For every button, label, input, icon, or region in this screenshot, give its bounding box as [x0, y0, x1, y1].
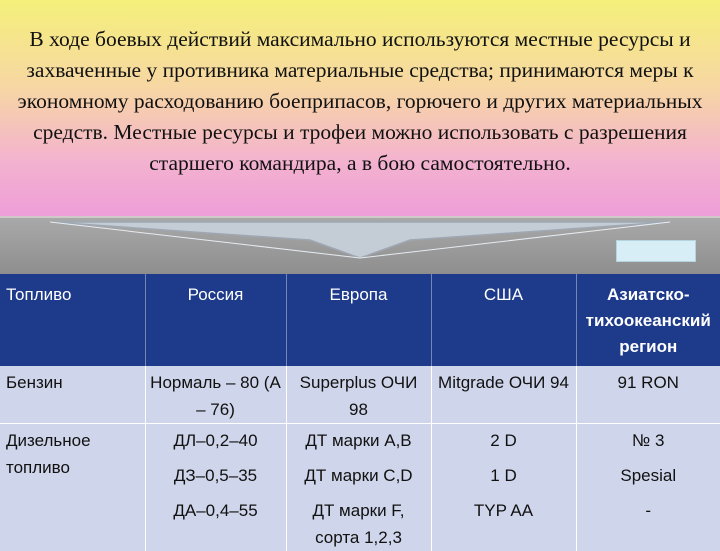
- cell-usa: Mitgrade ОЧИ 94: [431, 366, 576, 424]
- cell-russia: Нормаль – 80 (А – 76): [145, 366, 286, 424]
- cell-russia: ДЛ–0,2–40: [145, 424, 286, 460]
- cell-fuel: Бензин: [0, 366, 145, 424]
- cell-asia: 91 RON: [576, 366, 720, 424]
- header-europe: Европа: [286, 274, 431, 366]
- cell-asia: Spesial: [576, 459, 720, 494]
- header-usa: США: [431, 274, 576, 366]
- table-header-row: [0, 274, 720, 366]
- cell-asia: № 3: [576, 424, 720, 460]
- decorative-box: [616, 240, 696, 262]
- down-arrow-icon: [0, 212, 720, 272]
- header-asia-pacific: Азиатско-тихоокеанский регион: [576, 274, 720, 366]
- cell-europe: ДТ марки F, сорта 1,2,3: [286, 494, 431, 551]
- fuel-table: [0, 274, 720, 551]
- banner-text: В ходе боевых действий максимально используются местные ресурсы и захваченные у противника материальные средства; принимаются меры к экономному расходованию боеприпасов, горючего и других материальных средств. Местные ресурсы и трофеи можно использовать с разрешения старшего командира, а в бою самостоятельно.: [8, 24, 712, 179]
- cell-usa: TYP AA: [431, 494, 576, 551]
- cell-russia: ДЗ–0,5–35: [145, 459, 286, 494]
- cell-fuel: Дизельное топливо: [0, 424, 145, 551]
- header-russia: Россия: [145, 274, 286, 366]
- table-row: [0, 424, 720, 460]
- cell-asia: -: [576, 494, 720, 551]
- cell-russia: ДА–0,4–55: [145, 494, 286, 551]
- header-fuel: Топливо: [0, 274, 145, 366]
- cell-europe: ДТ марки С,D: [286, 459, 431, 494]
- table-row: [0, 366, 720, 424]
- info-banner: [0, 0, 720, 218]
- cell-europe: ДТ марки А,В: [286, 424, 431, 460]
- cell-europe: Superplus ОЧИ 98: [286, 366, 431, 424]
- cell-usa: 2 D: [431, 424, 576, 460]
- cell-usa: 1 D: [431, 459, 576, 494]
